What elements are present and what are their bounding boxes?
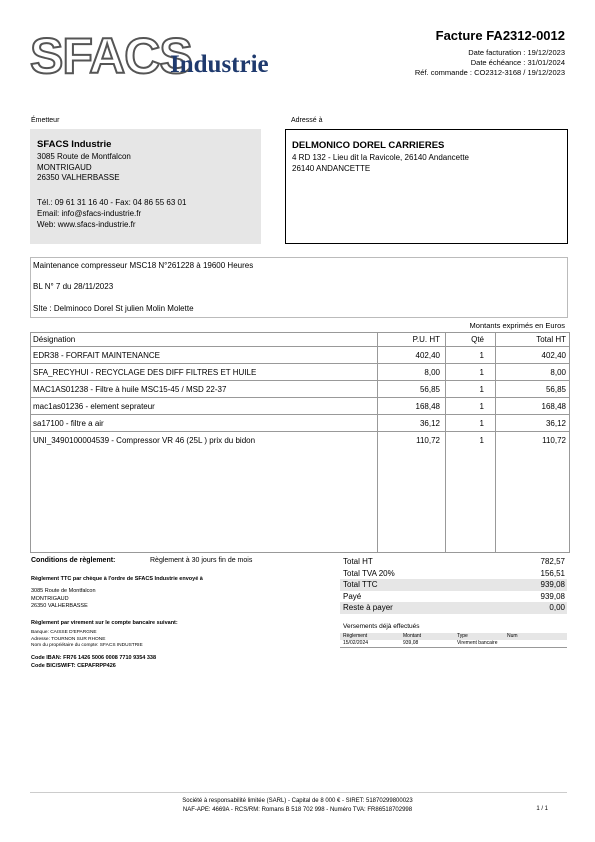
totals-label: Total HT <box>343 557 373 566</box>
header-designation: Désignation <box>33 335 76 344</box>
payments-header-reglement: Règlement <box>343 633 368 639</box>
payment-terms-label: Conditions de règlement: <box>31 557 116 564</box>
emitter-address-line: MONTRIGAUD <box>37 162 92 172</box>
recipient-label: Adressé à <box>291 117 323 124</box>
table-row <box>31 364 569 381</box>
totals-value: 939,08 <box>540 580 565 589</box>
bic-swift: Code BIC/SWIFT: CEPAFRPP426 <box>31 662 116 669</box>
emitter-contact <box>37 197 186 230</box>
bank-address: Adresse: TOURNON SUR RHONE <box>31 636 106 642</box>
table-row <box>31 381 569 398</box>
recipient-name: DELMONICO DOREL CARRIERES <box>292 140 445 151</box>
item-total: 36,12 <box>545 419 566 428</box>
totals-row <box>340 556 567 568</box>
item-unit-price: 110,72 <box>416 436 440 445</box>
emitter-website: Web: www.sfacs-industrie.fr <box>37 220 136 229</box>
totals-block <box>340 556 567 614</box>
totals-row <box>340 591 567 603</box>
bank-details <box>31 630 143 650</box>
emitter-address-line: 26350 VALHERBASSE <box>37 173 120 182</box>
item-unit-price: 56,85 <box>419 385 440 394</box>
totals-label: Total TVA 20% <box>343 568 395 578</box>
table-row <box>31 432 569 449</box>
item-total: 168,48 <box>541 402 566 411</box>
totals-value: 939,08 <box>540 591 565 601</box>
item-total: 110,72 <box>542 436 566 445</box>
emitter-address <box>37 152 131 184</box>
totals-row <box>340 579 567 591</box>
cheque-address-line: 3085 Route de Montfalcon <box>31 588 96 594</box>
item-total: 8,00 <box>550 368 566 377</box>
item-unit-price: 402,40 <box>415 351 440 360</box>
item-unit-price: 168,48 <box>415 402 440 411</box>
iban: Code IBAN: FR76 1426 5006 0008 7710 9354 338 <box>31 655 157 661</box>
recipient-address-line: 26140 ANDANCETTE <box>292 163 371 173</box>
footer <box>0 797 595 815</box>
payment-row <box>340 640 567 648</box>
page-number: 1 / 1 <box>536 806 548 812</box>
payments-header-montant: Montant <box>403 633 422 639</box>
invoice-date: Date facturation : 19/12/2023 <box>468 48 565 57</box>
bank-name: Banque: CAISSE D'EPARGNE <box>31 630 97 635</box>
totals-value: 156,51 <box>540 568 565 578</box>
item-quantity: 1 <box>479 368 484 377</box>
item-designation: MAC1AS01238 - Filtre à huile MSC15-45 / MSD 22-37 <box>33 385 227 394</box>
cheque-address <box>31 588 96 611</box>
item-designation: sa17100 - filtre a air <box>33 419 104 428</box>
logo-text-sfacs: SFACS <box>30 28 192 84</box>
item-quantity: 1 <box>479 351 484 360</box>
table-row <box>31 415 569 432</box>
table-header <box>31 333 569 347</box>
recipient-address <box>292 153 469 174</box>
invoice-notes-box <box>30 257 568 318</box>
footer-divider <box>30 792 567 793</box>
invoice-title: Facture FA2312-0012 <box>435 28 565 43</box>
item-quantity: 1 <box>479 402 484 411</box>
cheque-address-line: 26350 VALHERBASSE <box>31 603 88 609</box>
totals-row <box>340 602 567 614</box>
item-designation: EDR38 - FORFAIT MAINTENANCE <box>33 351 160 360</box>
footer-legal-line: Société à responsabilité limitée (SARL) - Capital de 8 000 € - SIRET: 51870299800023 <box>182 798 413 804</box>
payments-title: Versements déjà effectués <box>343 623 420 630</box>
company-logo <box>30 28 290 88</box>
totals-value: 0,00 <box>549 603 565 612</box>
note-line: SIte : Delminoco Dorel St julien Molin Molette <box>33 304 194 313</box>
payment-amount: 939,08 <box>403 640 419 646</box>
emitter-phone: Tél.: 09 61 31 16 40 - Fax: 04 86 55 63 01 <box>37 198 187 207</box>
item-quantity: 1 <box>479 385 484 394</box>
item-unit-price: 8,00 <box>424 368 440 377</box>
payment-date: 15/02/2024 <box>343 640 369 646</box>
currency-note: Montants exprimés en Euros <box>469 321 565 330</box>
note-line: Maintenance compresseur MSC18 N°261228 à 19600 Heures <box>33 261 254 270</box>
recipient-address-line: 4 RD 132 - Lieu dit la Ravicole, 26140 Andancette <box>292 153 470 162</box>
table-row <box>31 347 569 364</box>
recipient-box <box>285 129 568 244</box>
payment-terms-value: Règlement à 30 jours fin de mois <box>150 557 253 564</box>
items-table <box>30 332 570 553</box>
logo-text-industrie: Industrie <box>170 51 269 78</box>
transfer-title: Règlement par virement sur le compte bancaire suivant: <box>31 620 178 626</box>
totals-value: 782,57 <box>540 557 565 566</box>
emitter-email: Email: info@sfacs-industrie.fr <box>37 209 142 218</box>
bank-codes <box>31 655 156 670</box>
item-quantity: 1 <box>479 436 484 445</box>
emitter-address-line: 3085 Route de Montfalcon <box>37 152 131 161</box>
totals-row <box>340 568 567 580</box>
item-total: 402,40 <box>541 351 566 360</box>
note-line: BL N° 7 du 28/11/2023 <box>33 282 114 291</box>
table-row <box>31 398 569 415</box>
order-reference: Réf. commande : CO2312-3168 / 19/12/2023 <box>414 68 565 77</box>
payments-header-num: Num <box>507 633 518 639</box>
totals-label: Reste à payer <box>343 603 393 612</box>
footer-legal-line: NAF-APE: 4669A - RCS/RM: Romans B 518 702 998 - Numéro TVA: FR86518702998 <box>182 807 413 813</box>
payments-table <box>340 633 567 648</box>
item-designation: UNI_3490100004539 - Compressor VR 46 (25L ) prix du bidon <box>33 436 256 445</box>
header-total: Total HT <box>536 335 566 344</box>
item-total: 56,85 <box>545 385 566 394</box>
account-owner: Nom du propriétaire du compte: SFACS INDUSTRIE <box>31 643 143 648</box>
header-quantity: Qté <box>471 335 484 344</box>
payments-header <box>340 633 567 640</box>
payment-type: Virement bancaire <box>457 640 498 646</box>
item-designation: SFA_RECYHUI - RECYCLAGE DES DIFF FILTRES ET HUILE <box>33 368 257 377</box>
cheque-title: Règlement TTC par chèque à l'ordre de SFACS Industrie envoyé à <box>31 576 203 582</box>
emitter-name: SFACS Industrie <box>37 139 112 150</box>
item-quantity: 1 <box>479 419 484 428</box>
invoice-meta <box>415 48 565 78</box>
payments-header-type: Type <box>457 633 468 639</box>
invoice-due-date: Date échéance : 31/01/2024 <box>470 58 565 67</box>
totals-label: Total TTC <box>343 580 378 589</box>
item-unit-price: 36,12 <box>419 419 440 428</box>
emitter-label: Émetteur <box>31 117 60 124</box>
header-unit-price: P.U. HT <box>412 335 440 344</box>
item-designation: mac1as01236 - element seprateur <box>33 402 155 411</box>
cheque-address-line: MONTRIGAUD <box>31 595 69 602</box>
emitter-box <box>30 129 261 244</box>
totals-label: Payé <box>343 591 362 601</box>
